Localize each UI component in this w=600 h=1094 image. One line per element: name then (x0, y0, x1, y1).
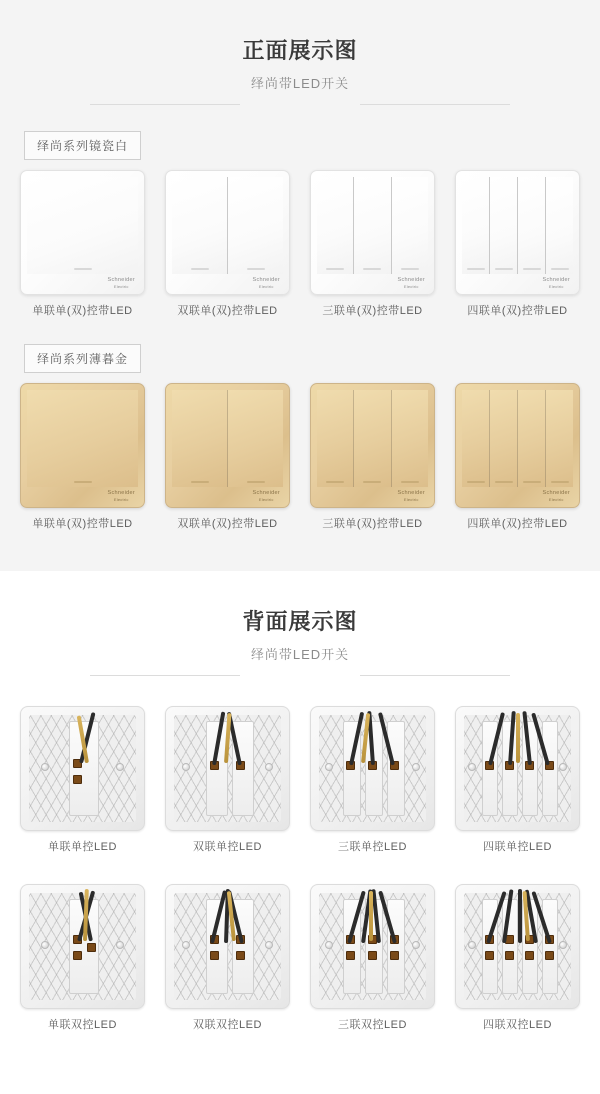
product-cell[interactable] (16, 884, 149, 1032)
led-indicator (363, 268, 381, 270)
screw (41, 763, 49, 771)
back-row-single-control (0, 706, 600, 854)
product-cell[interactable] (306, 383, 439, 531)
screw (265, 763, 273, 771)
switch-back-2gang-single[interactable] (165, 706, 290, 831)
wire-black (518, 889, 522, 943)
rocker[interactable] (391, 390, 428, 487)
product-caption: 三联双控LED (338, 1019, 407, 1031)
switch-back-3gang-double[interactable] (310, 884, 435, 1009)
product-caption: 双联单控LED (193, 841, 262, 853)
wire-gold (369, 891, 373, 941)
terminal (525, 951, 534, 960)
screw (468, 763, 476, 771)
product-cell[interactable] (306, 170, 439, 318)
rocker-group (462, 177, 573, 274)
title-divider (90, 104, 510, 105)
terminal (73, 775, 82, 784)
product-cell[interactable] (451, 170, 584, 318)
led-indicator (326, 268, 344, 270)
led-indicator (74, 268, 92, 270)
led-indicator (523, 268, 541, 270)
product-caption: 三联单(双)控带LED (322, 305, 423, 317)
product-caption: 单联单(双)控带LED (32, 305, 133, 317)
rocker[interactable] (545, 390, 573, 487)
led-indicator (74, 481, 92, 483)
terminal (346, 951, 355, 960)
product-caption: 双联单(双)控带LED (177, 305, 278, 317)
product-caption: 四联单控LED (483, 841, 552, 853)
screw (116, 763, 124, 771)
brand-logo: Schneider Electric (252, 490, 280, 502)
screw (412, 941, 420, 949)
led-indicator (191, 481, 209, 483)
product-caption: 三联单控LED (338, 841, 407, 853)
product-caption: 四联双控LED (483, 1019, 552, 1031)
switch-module (387, 899, 405, 994)
rocker[interactable] (227, 177, 283, 274)
product-caption: 单联双控LED (48, 1019, 117, 1031)
rocker[interactable] (227, 390, 283, 487)
brand-logo: Schneider Electric (397, 490, 425, 502)
screw (559, 763, 567, 771)
screw (559, 941, 567, 949)
product-cell[interactable] (451, 383, 584, 531)
brand-logo: Schneider Electric (107, 277, 135, 289)
led-indicator (467, 268, 485, 270)
back-section-subtitle: 绎尚带LED开关 (250, 647, 350, 662)
product-cell[interactable] (16, 170, 149, 318)
led-indicator (247, 481, 265, 483)
product-cell[interactable] (306, 884, 439, 1032)
terminal (545, 951, 554, 960)
product-cell[interactable] (16, 706, 149, 854)
led-indicator (495, 268, 513, 270)
rocker-group (172, 390, 283, 487)
rocker[interactable] (489, 177, 517, 274)
product-cell[interactable] (161, 170, 294, 318)
switch-plate-white-3gang[interactable] (310, 170, 435, 295)
product-caption: 单联单控LED (48, 841, 117, 853)
switch-back-3gang-single[interactable] (310, 706, 435, 831)
product-cell[interactable] (161, 884, 294, 1032)
terminal (236, 951, 245, 960)
screw (412, 763, 420, 771)
terminal (87, 943, 96, 952)
product-cell[interactable] (451, 706, 584, 854)
product-caption: 单联单(双)控带LED (32, 518, 133, 530)
rocker[interactable] (517, 390, 545, 487)
rocker[interactable] (317, 390, 353, 487)
screw (182, 941, 190, 949)
led-indicator (401, 481, 419, 483)
screw (468, 941, 476, 949)
screw (325, 763, 333, 771)
led-indicator (247, 268, 265, 270)
rocker[interactable] (172, 177, 227, 274)
switch-plate-white-2gang[interactable] (165, 170, 290, 295)
rocker-group (27, 390, 138, 487)
led-indicator (551, 268, 569, 270)
screw (265, 941, 273, 949)
switch-back-4gang-single[interactable] (455, 706, 580, 831)
product-caption: 三联单(双)控带LED (322, 518, 423, 530)
group-label-white: 绎尚系列镜瓷白 (24, 131, 141, 160)
rocker[interactable] (172, 390, 227, 487)
back-section-title: 背面展示图 (242, 609, 358, 634)
front-section-title: 正面展示图 (242, 38, 358, 63)
group-label-gold: 绎尚系列薄暮金 (24, 344, 141, 373)
led-indicator (363, 481, 381, 483)
product-cell[interactable] (451, 884, 584, 1032)
terminal (73, 951, 82, 960)
product-cell[interactable] (16, 383, 149, 531)
product-cell[interactable] (161, 383, 294, 531)
brand-logo: Schneider Electric (542, 490, 570, 502)
led-indicator (401, 268, 419, 270)
switch-back-4gang-double[interactable] (455, 884, 580, 1009)
product-caption: 四联单(双)控带LED (467, 518, 568, 530)
brand-logo: Schneider Electric (397, 277, 425, 289)
front-row-white (0, 170, 600, 318)
led-indicator (467, 481, 485, 483)
led-indicator (191, 268, 209, 270)
rocker[interactable] (462, 390, 489, 487)
rocker[interactable] (317, 177, 353, 274)
rocker-group (27, 177, 138, 274)
terminal (390, 951, 399, 960)
brand-logo: Schneider Electric (107, 490, 135, 502)
switch-plate-gold-2gang[interactable] (165, 383, 290, 508)
switch-plate-gold-4gang[interactable] (455, 383, 580, 508)
product-caption: 双联双控LED (193, 1019, 262, 1031)
screw (41, 941, 49, 949)
rocker[interactable] (27, 390, 138, 487)
rocker-group (317, 390, 428, 487)
product-cell[interactable] (306, 706, 439, 854)
rocker-group (462, 390, 573, 487)
brand-logo: Schneider Electric (252, 277, 280, 289)
rocker[interactable] (462, 177, 489, 274)
switch-plate-gold-3gang[interactable] (310, 383, 435, 508)
terminal (485, 951, 494, 960)
screw (325, 941, 333, 949)
switch-plate-gold-1gang[interactable] (20, 383, 145, 508)
terminal (210, 951, 219, 960)
product-caption: 双联单(双)控带LED (177, 518, 278, 530)
rocker[interactable] (489, 390, 517, 487)
rocker[interactable] (517, 177, 545, 274)
screw (116, 941, 124, 949)
brand-logo: Schneider Electric (542, 277, 570, 289)
switch-back-2gang-double[interactable] (165, 884, 290, 1009)
rocker[interactable] (353, 177, 390, 274)
product-cell[interactable] (161, 706, 294, 854)
product-caption: 四联单(双)控带LED (467, 305, 568, 317)
back-view-section (0, 571, 600, 1076)
switch-back-1gang-double[interactable] (20, 884, 145, 1009)
terminal (368, 951, 377, 960)
led-indicator (326, 481, 344, 483)
rocker[interactable] (545, 177, 573, 274)
rocker[interactable] (391, 177, 428, 274)
wire-gold (516, 713, 520, 763)
switch-plate-white-1gang[interactable] (20, 170, 145, 295)
screw (182, 763, 190, 771)
switch-plate-white-4gang[interactable] (455, 170, 580, 295)
rocker-group (317, 177, 428, 274)
title-divider (90, 675, 510, 676)
front-row-gold (0, 383, 600, 531)
terminal (505, 951, 514, 960)
back-row-double-control (0, 884, 600, 1032)
rocker[interactable] (353, 390, 390, 487)
switch-module (542, 899, 558, 994)
switch-back-1gang-single[interactable] (20, 706, 145, 831)
rocker-group (172, 177, 283, 274)
front-section-subtitle: 绎尚带LED开关 (250, 76, 350, 91)
led-indicator (523, 481, 541, 483)
rocker[interactable] (27, 177, 138, 274)
led-indicator (495, 481, 513, 483)
led-indicator (551, 481, 569, 483)
